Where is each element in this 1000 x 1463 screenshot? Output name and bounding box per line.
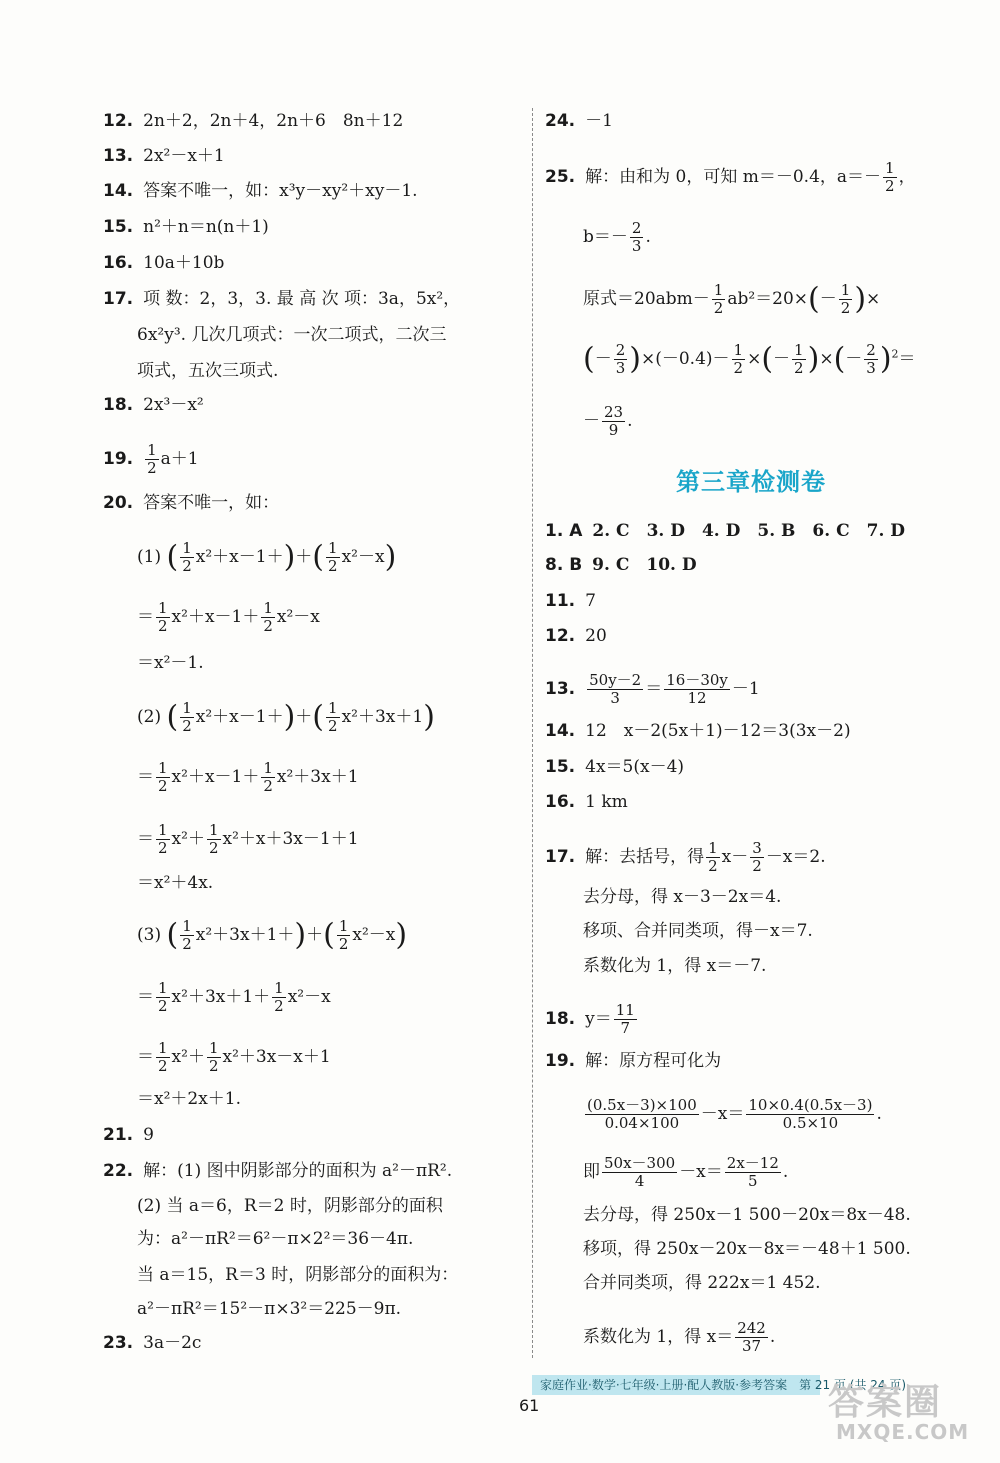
answer-ch3-18: 18. y＝ $\frac{11}{7}$ [545,1001,635,1037]
answer-ch3-19-result: 系数化为 1，得 x＝ $\frac{242}{37}$ . [583,1319,776,1355]
answer-20-part1-result: ＝x²－1. [137,653,204,673]
watermark-text-top: 答案圈 [828,1382,943,1423]
answer-ch3-17-step3: 系数化为 1，得 x＝－7. [583,956,767,976]
footer-caption: 家庭作业·数学·七年级·上册·配人教版·参考答案 第 21 页 (共 24 页) [540,1378,907,1392]
answer-20-part1-step: ＝ $\frac{1}{2}$ x²＋x－1＋ $\frac{1}{2}$ x²－x [137,599,320,635]
answer-20-part3-step1: ＝ $\frac{1}{2}$ x²＋3x＋1＋ $\frac{1}{2}$ x²－x [137,979,331,1015]
answer-25-expr2: (－ $\frac{2}{3}$ )×(－0.4)－ $\frac{1}{2}$ ×(－ $\frac{1}{2}$ )×(－ $\frac{2}{3}$ )$^2$＝ [583,341,916,377]
answer-20-part2-step2: ＝ $\frac{1}{2}$ x²＋ $\frac{1}{2}$ x²＋x＋3x－1＋1 [137,821,359,857]
answer-ch3-12: 12. 20 [545,626,607,646]
answer-20-part3-step2: ＝ $\frac{1}{2}$ x²＋ $\frac{1}{2}$ x²＋3x－x＋1 [137,1039,331,1075]
answer-22-line5: a²－πR²＝15²－π×3²＝225－9π. [137,1299,402,1319]
answer-20-part2-step1: ＝ $\frac{1}{2}$ x²＋x－1＋ $\frac{1}{2}$ x²＋3x＋1 [137,759,359,795]
section-title: 第三章检测卷 [676,468,826,496]
answer-ch3-19-step2: 移项，得 250x－20x－8x＝－48＋1 500. [583,1239,911,1259]
answer-15: 15. n²＋n＝n(n＋1) [103,217,269,237]
answer-ch3-19-step1: 去分母，得 250x－1 500－20x＝8x－48. [583,1205,911,1225]
answer-25-b: b＝－ $\frac{2}{3}$ . [583,219,651,255]
answer-ch3-17-step2: 移项、合并同类项，得－x＝7. [583,921,813,941]
answer-22-line2: (2) 当 a＝6，R＝2 时，阴影部分的面积 [137,1196,443,1216]
answer-ch3-19-step3: 合并同类项，得 222x＝1 452. [583,1273,821,1293]
answer-ch3-16: 16. 1 km [545,792,628,812]
page-number: 61 [519,1396,540,1415]
answer-17: 17. 项 数：2，3，3. 最 高 次 项：3a，5x²， [103,289,461,309]
answer-ch3-14: 14. 12 x－2(5x＋1)－12＝3(3x－2) [545,721,851,741]
answer-20-part2-result: ＝x²＋4x. [137,873,214,893]
answer-ch3-19-eq1: $\frac{(0.5x-3)\times 100}{0.04\times 100}$ －x＝ $\frac{10\times 0.4(0.5x-3)}{0.5\times 10}$ . [587,1096,882,1132]
answer-ch3-13: 13. $\frac{50y-2}{3}$ ＝ $\frac{16-30y}{12}$ －1 [545,671,760,707]
watermark-logo [828,1374,988,1449]
answer-22-line4: 当 a＝15，R＝3 时，阴影部分的面积为： [137,1265,459,1285]
answer-22-line3: 为：a²－πR²＝6²－π×2²＝36－4π. [137,1229,414,1249]
answer-17-line3: 项式，五次三项式. [137,361,279,381]
answer-21: 21. 9 [103,1125,154,1145]
answer-ch3-19: 19. 解：原方程可化为 [545,1051,722,1071]
answer-13: 13. 2x²－x＋1 [103,146,225,166]
answer-25-expr1: 原式＝20abm－ $\frac{1}{2}$ ab²＝20×(－ $\frac{1}{2}$ )× [583,281,881,317]
answer-16: 16. 10a＋10b [103,253,225,273]
answer-ch3-19-eq2: 即 $\frac{50x-300}{4}$ －x＝ $\frac{2x-12}{5}$ . [583,1154,789,1190]
answer-22: 22. 解：(1) 图中阴影部分的面积为 a²－πR². [103,1161,453,1181]
answer-23: 23. 3a－2c [103,1333,202,1353]
answer-19: 19. $\frac{1}{2}$ a＋1 [103,441,199,477]
answer-20: 20. 答案不唯一，如： [103,493,280,513]
answer-ch3-8-10: 8. B 9. C 10. D [545,555,697,575]
answer-ch3-17: 17. 解：去括号，得 $\frac{1}{2}$ x－ $\frac{3}{2}$ －x＝2. [545,839,826,875]
column-divider [532,108,533,1358]
answer-25: 25. 解：由和为 0，可知 m＝－0.4，a＝－ $\frac{1}{2}$ ， [545,159,916,195]
answer-14: 14. 答案不唯一，如：x³y－xy²＋xy－1. [103,181,418,201]
answer-20-part3-result: ＝x²＋2x＋1. [137,1089,242,1109]
answer-17-line2: 6x²y³. 几次几项式：一次二项式，二次三 [137,325,447,345]
answer-20-part2: (2) ( $\frac{1}{2}$ x²＋x－1＋)＋( $\frac{1}{2}$ x²＋3x＋1) [137,699,435,735]
answer-ch3-1-7: 1. A 2. C 3. D 4. D 5. B 6. C 7. D [545,521,906,541]
answer-12: 12. 2n＋2，2n＋4，2n＋6 8n＋12 [103,111,404,131]
answer-20-part1: (1) ( $\frac{1}{2}$ x²＋x－1＋)＋( $\frac{1}{2}$ x²－x) [137,539,397,575]
answer-ch3-11: 11. 7 [545,591,596,611]
answer-24: 24. －1 [545,111,613,131]
answer-ch3-15: 15. 4x＝5(x－4) [545,757,685,777]
watermark-text-bottom: MXQE.COM [836,1420,970,1444]
answer-18: 18. 2x³－x² [103,395,204,415]
answer-25-result: － $\frac{23}{9}$ . [583,403,633,439]
answer-ch3-17-step1: 去分母，得 x－3－2x＝4. [583,887,782,907]
answer-20-part3: (3) ( $\frac{1}{2}$ x²＋3x＋1＋)＋( $\frac{1}{2}$ x²－x) [137,917,408,953]
